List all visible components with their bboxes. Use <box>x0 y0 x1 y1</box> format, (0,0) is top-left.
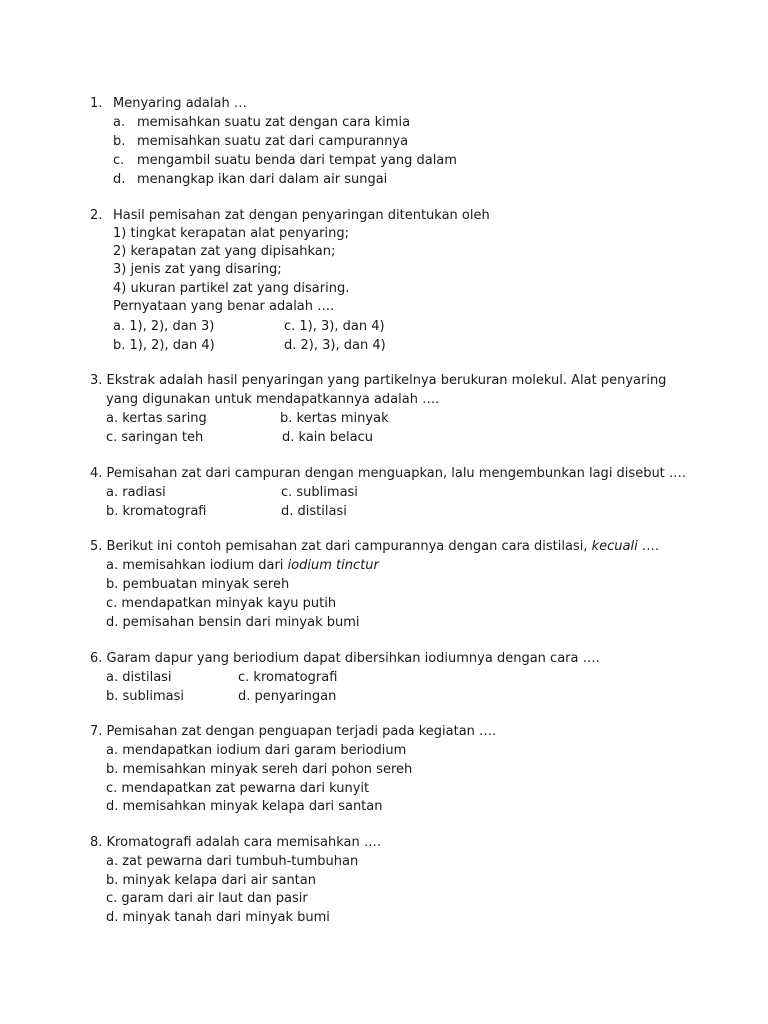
statement-item: 3) jenis zat yang disaring; <box>113 262 282 277</box>
question-text: 3. Ekstrak adalah hasil penyaringan yang partikelnya berukuran molekul. Alat penyaring <box>90 373 667 388</box>
statement-item: 1) tingkat kerapatan alat penyaring; <box>113 226 349 241</box>
option: b. minyak kelapa dari air santan <box>106 873 316 888</box>
option: a. zat pewarna dari tumbuh-tumbuhan <box>106 854 359 869</box>
option: b. memisahkan minyak sereh dari pohon sereh <box>106 762 413 777</box>
question-text: 8. Kromatografi adalah cara memisahkan …. <box>90 835 382 850</box>
emphasis-text: kecuali <box>591 539 638 554</box>
question-text-continued: yang digunakan untuk mendapatkannya adalah …. <box>106 392 440 407</box>
option-letter: a. <box>113 115 126 130</box>
question-stem: Pernyataan yang benar adalah …. <box>113 299 335 314</box>
option: c. sublimasi <box>281 485 358 500</box>
option: d. memisahkan minyak kelapa dari santan <box>106 799 383 814</box>
option: a. distilasi <box>106 670 172 685</box>
option: d. 2), 3), dan 4) <box>284 338 386 353</box>
option-letter: b. <box>113 134 126 149</box>
emphasis-text: iodium tinctur <box>287 558 379 573</box>
option: c. mendapatkan zat pewarna dari kunyit <box>106 781 370 796</box>
option-letter: d. <box>113 172 126 187</box>
option-text: memisahkan suatu zat dengan cara kimia <box>137 115 411 130</box>
statement-item: 2) kerapatan zat yang dipisahkan; <box>113 244 336 259</box>
option: d. distilasi <box>281 504 347 519</box>
option: d. minyak tanah dari minyak bumi <box>106 910 330 925</box>
option: c. garam dari air laut dan pasir <box>106 891 308 906</box>
question-number: 2. <box>90 208 103 223</box>
option: c. kromatografi <box>238 670 338 685</box>
option-text: mengambil suatu benda dari tempat yang dalam <box>137 153 457 168</box>
question-text: 6. Garam dapur yang beriodium dapat dibersihkan iodiumnya dengan cara …. <box>90 651 600 666</box>
option: a. radiasi <box>106 485 166 500</box>
question-text: Hasil pemisahan zat dengan penyaringan ditentukan oleh <box>113 208 490 223</box>
question-text: 7. Pemisahan zat dengan penguapan terjadi pada kegiatan …. <box>90 724 497 739</box>
option: c. 1), 3), dan 4) <box>284 319 385 334</box>
option: c. saringan teh <box>106 430 204 445</box>
question-number: 1. <box>90 96 103 111</box>
option: a. 1), 2), dan 3) <box>113 319 215 334</box>
option-letter: c. <box>113 153 125 168</box>
question-text: Menyaring adalah … <box>113 96 247 111</box>
question-text: 4. Pemisahan zat dari campuran dengan menguapkan, lalu mengembunkan lagi disebut …. <box>90 466 687 481</box>
option: b. 1), 2), dan 4) <box>113 338 215 353</box>
statement-item: 4) ukuran partikel zat yang disaring. <box>113 281 350 296</box>
option: a. mendapatkan iodium dari garam beriodium <box>106 743 407 758</box>
option: d. penyaringan <box>238 689 337 704</box>
option: b. pembuatan minyak sereh <box>106 577 290 592</box>
option-text: memisahkan suatu zat dari campurannya <box>137 134 409 149</box>
option-text: menangkap ikan dari dalam air sungai <box>137 172 388 187</box>
option: a. memisahkan iodium dari iodium tinctur <box>106 558 379 573</box>
option: b. sublimasi <box>106 689 185 704</box>
option: d. pemisahan bensin dari minyak bumi <box>106 615 360 630</box>
option: d. kain belacu <box>282 430 373 445</box>
option: c. mendapatkan minyak kayu putih <box>106 596 337 611</box>
question-text: 5. Berikut ini contoh pemisahan zat dari campurannya dengan cara distilasi, kecuali …. <box>90 539 659 554</box>
option: b. kromatografi <box>106 504 207 519</box>
option: b. kertas minyak <box>280 411 389 426</box>
option: a. kertas saring <box>106 411 207 426</box>
